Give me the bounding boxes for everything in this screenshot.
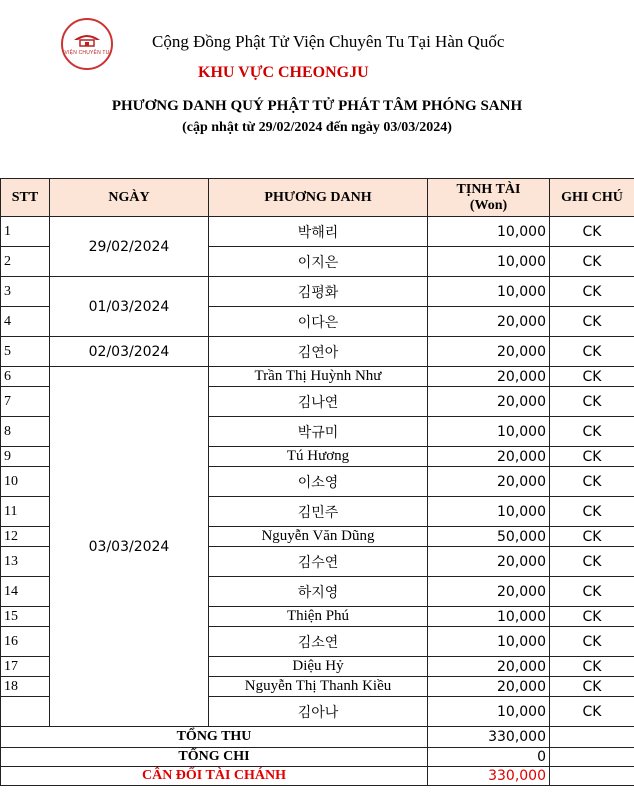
row-note: CK — [550, 307, 634, 337]
row-stt: 15 — [1, 607, 50, 627]
row-stt: 18 — [1, 677, 50, 697]
row-stt: 3 — [1, 277, 50, 307]
total-expense-label: TỔNG CHI — [1, 748, 428, 767]
row-amount: 10,000 — [428, 247, 550, 277]
row-donor-name: 김나연 — [209, 387, 428, 417]
row-amount: 20,000 — [428, 467, 550, 497]
organization-name: Cộng Đồng Phật Tử Viện Chuyên Tu Tại Hàn Quốc — [152, 32, 505, 51]
row-amount: 10,000 — [428, 417, 550, 447]
row-donor-name: 김연아 — [209, 337, 428, 367]
col-header-name: PHƯƠNG DANH — [209, 179, 428, 217]
row-stt: 9 — [1, 447, 50, 467]
row-donor-name: 김수연 — [209, 547, 428, 577]
row-stt: 10 — [1, 467, 50, 497]
total-income-label: TỔNG THU — [1, 727, 428, 748]
row-note: CK — [550, 447, 634, 467]
row-donor-name: 박규미 — [209, 417, 428, 447]
row-note: CK — [550, 627, 634, 657]
row-note: CK — [550, 497, 634, 527]
row-stt: 14 — [1, 577, 50, 607]
row-donor-name: 이지은 — [209, 247, 428, 277]
row-note: CK — [550, 387, 634, 417]
row-stt: 7 — [1, 387, 50, 417]
row-amount: 50,000 — [428, 527, 550, 547]
row-amount: 10,000 — [428, 697, 550, 727]
document-subtitle: (cập nhật từ 29/02/2024 đến ngày 03/03/2024) — [182, 120, 452, 135]
row-amount: 20,000 — [428, 337, 550, 367]
row-donor-name: Nguyễn Thị Thanh Kiều — [209, 677, 428, 697]
row-date: 01/03/2024 — [50, 277, 209, 337]
row-amount: 20,000 — [428, 387, 550, 417]
row-note: CK — [550, 607, 634, 627]
row-donor-name: 박해리 — [209, 217, 428, 247]
row-donor-name: 하지영 — [209, 577, 428, 607]
row-date: 29/02/2024 — [50, 217, 209, 277]
col-header-amount — [428, 179, 550, 217]
row-donor-name: Thiện Phú — [209, 607, 428, 627]
col-header-date: NGÀY — [50, 179, 209, 217]
row-stt: 5 — [1, 337, 50, 367]
row-note: CK — [550, 547, 634, 577]
row-donor-name: 김평화 — [209, 277, 428, 307]
col-header-stt: STT — [1, 179, 50, 217]
row-amount: 20,000 — [428, 677, 550, 697]
row-donor-name: 이다은 — [209, 307, 428, 337]
row-amount: 20,000 — [428, 447, 550, 467]
row-stt: 16 — [1, 627, 50, 657]
logo-text: VIỆN CHUYÊN TU — [64, 50, 110, 56]
row-amount: 10,000 — [428, 627, 550, 657]
table-row — [1, 367, 634, 387]
col-header-note: GHI CHÚ — [550, 179, 634, 217]
row-amount: 20,000 — [428, 657, 550, 677]
row-stt: 13 — [1, 547, 50, 577]
row-stt: 1 — [1, 217, 50, 247]
table-row — [1, 277, 634, 307]
row-amount: 20,000 — [428, 547, 550, 577]
row-stt: 6 — [1, 367, 50, 387]
row-note: CK — [550, 697, 634, 727]
pagoda-roof-icon — [72, 32, 102, 48]
row-note: CK — [550, 247, 634, 277]
row-date: 02/03/2024 — [50, 337, 209, 367]
row-note: CK — [550, 217, 634, 247]
row-amount: 20,000 — [428, 307, 550, 337]
row-note: CK — [550, 527, 634, 547]
row-donor-name: 김아나 — [209, 697, 428, 727]
row-note: CK — [550, 277, 634, 307]
row-stt: 2 — [1, 247, 50, 277]
total-expense-note — [550, 748, 634, 767]
row-note: CK — [550, 367, 634, 387]
row-donor-name: 김소연 — [209, 627, 428, 657]
total-income-value: 330,000 — [428, 727, 550, 748]
row-stt: 17 — [1, 657, 50, 677]
row-note: CK — [550, 337, 634, 367]
row-stt — [1, 697, 50, 727]
row-stt: 4 — [1, 307, 50, 337]
row-donor-name: Diệu Hỷ — [209, 657, 428, 677]
row-note: CK — [550, 677, 634, 697]
row-amount: 10,000 — [428, 607, 550, 627]
donation-table — [0, 178, 634, 786]
row-amount: 10,000 — [428, 497, 550, 527]
balance-note — [550, 767, 634, 786]
row-donor-name: 김민주 — [209, 497, 428, 527]
row-note: CK — [550, 577, 634, 607]
row-donor-name: Nguyễn Văn Dũng — [209, 527, 428, 547]
table-row — [1, 217, 634, 247]
region-title: KHU VỰC CHEONGJU — [198, 64, 369, 81]
col-header-amount-line1: TỊNH TÀI — [456, 181, 521, 197]
row-date: 03/03/2024 — [50, 367, 209, 727]
total-expense-value: 0 — [428, 748, 550, 767]
col-header-amount-line2: (Won) — [469, 197, 508, 213]
row-donor-name: Trần Thị Huỳnh Như — [209, 367, 428, 387]
row-stt: 11 — [1, 497, 50, 527]
row-stt: 8 — [1, 417, 50, 447]
row-donor-name: Tú Hương — [209, 447, 428, 467]
row-donor-name: 이소영 — [209, 467, 428, 497]
total-income-note — [550, 727, 634, 748]
row-amount: 20,000 — [428, 577, 550, 607]
table-row — [1, 337, 634, 367]
document-title: PHƯƠNG DANH QUÝ PHẬT TỬ PHÁT TÂM PHÓNG SANH — [111, 98, 523, 114]
row-amount: 10,000 — [428, 277, 550, 307]
row-note: CK — [550, 417, 634, 447]
balance-label: CÂN ĐỐI TÀI CHÁNH — [1, 767, 428, 786]
row-amount: 20,000 — [428, 367, 550, 387]
temple-logo — [61, 18, 113, 70]
row-amount: 10,000 — [428, 217, 550, 247]
row-note: CK — [550, 657, 634, 677]
balance-value: 330,000 — [428, 767, 550, 786]
row-note: CK — [550, 467, 634, 497]
row-stt: 12 — [1, 527, 50, 547]
